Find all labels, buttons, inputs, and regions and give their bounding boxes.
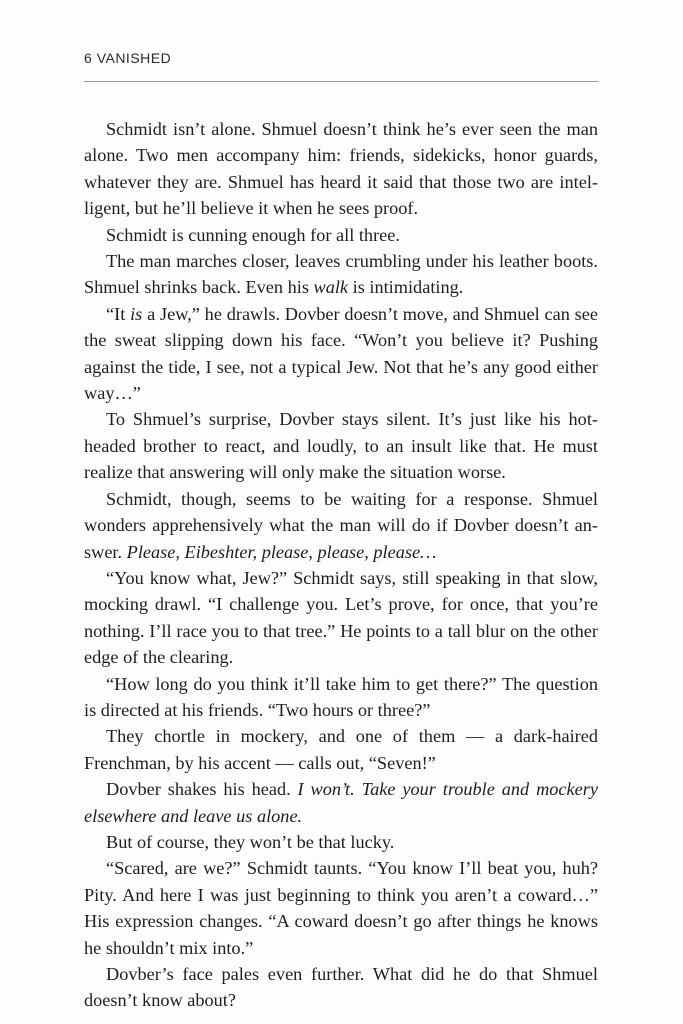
paragraph — [84, 855, 598, 961]
italic-run: Please, Eibeshter, please, please, please… — [126, 541, 437, 562]
text-run: a Jew,” he drawls. Dovber doesn’t move, and Shmuel can see the sweat slipping down his face. “Won’t you believe it? Pushing against the tide, I see, not a typical Jew. Not that he’s any good either way…” — [84, 303, 598, 404]
paragraph — [84, 301, 598, 407]
text-run: Dovber’s face pales even further. What did he do that Shmuel doesn’t know about? — [84, 964, 598, 1011]
paragraph — [84, 565, 598, 671]
paragraph — [84, 222, 598, 248]
paragraph — [84, 829, 598, 855]
text-run: “Scared, are we?” Schmidt taunts. “You know I’ll beat you, huh? Pity. And here I was just beginning to think you aren’t a coward…” His expression changes. “A coward doesn’t go after things he knows he shouldn’t mix into.” — [84, 858, 598, 958]
running-title: VANISHED — [96, 50, 172, 66]
paragraph — [84, 248, 598, 301]
header-rule — [84, 81, 598, 82]
text-run: They chortle in mockery, and one of them — a dark-haired Frenchman, by his accent — calls out, “Seven!” — [84, 726, 598, 773]
italic-run: I won’t. Take your trouble and mockery elsewhere and leave us alone. — [84, 779, 598, 826]
text-run: Schmidt, though, seems to be waiting for a response. Shmuel wonders apprehensively what the man will do if Dovber doesn’t answer. — [84, 488, 598, 562]
paragraph — [84, 961, 598, 1014]
running-header — [84, 50, 171, 66]
text-run: “How long do you think it’ll take him to get there?” The question is directed at his friends. “Two hours or three?” — [84, 673, 598, 720]
paragraph — [84, 671, 598, 724]
text-run: To Shmuel’s surprise, Dovber stays silent. It’s just like his hotheaded brother to react, and loudly, to an insult like that. He must realize that answering will only make the situation worse. — [84, 409, 598, 483]
italic-run: walk — [313, 277, 349, 298]
paragraph — [84, 723, 598, 776]
paragraph — [84, 486, 598, 565]
paragraph — [84, 406, 598, 485]
text-run: is intimidating. — [348, 277, 464, 298]
text-run: “It — [106, 303, 131, 324]
text-run: The man marches closer, leaves crumbling under his leather boots. Shmuel shrinks back. Even his — [84, 251, 598, 298]
text-run: Schmidt is cunning enough for all three. — [106, 224, 400, 245]
page-number: 6 — [84, 50, 93, 66]
body-text — [84, 116, 598, 1014]
text-run: But of course, they won’t be that lucky. — [106, 831, 395, 852]
paragraph — [84, 776, 598, 829]
text-run: “You know what, Jew?” Schmidt says, still speaking in that slow, mocking drawl. “I challenge you. Let’s prove, for once, that you’re nothing. I’ll race you to that tree.” He points to a tall blur on the other edge of the clearing. — [84, 567, 598, 668]
text-run: Dovber shakes his head. — [106, 779, 298, 800]
paragraph — [84, 116, 598, 222]
italic-run: is — [130, 303, 143, 324]
text-run: Schmidt isn’t alone. Shmuel doesn’t think he’s ever seen the man alone. Two men accompany him: friends, sidekicks, honor guards, whatever they are. Shmuel has heard it said that those two are intelligent, but he’ll believe it when he sees proof. — [84, 119, 598, 219]
